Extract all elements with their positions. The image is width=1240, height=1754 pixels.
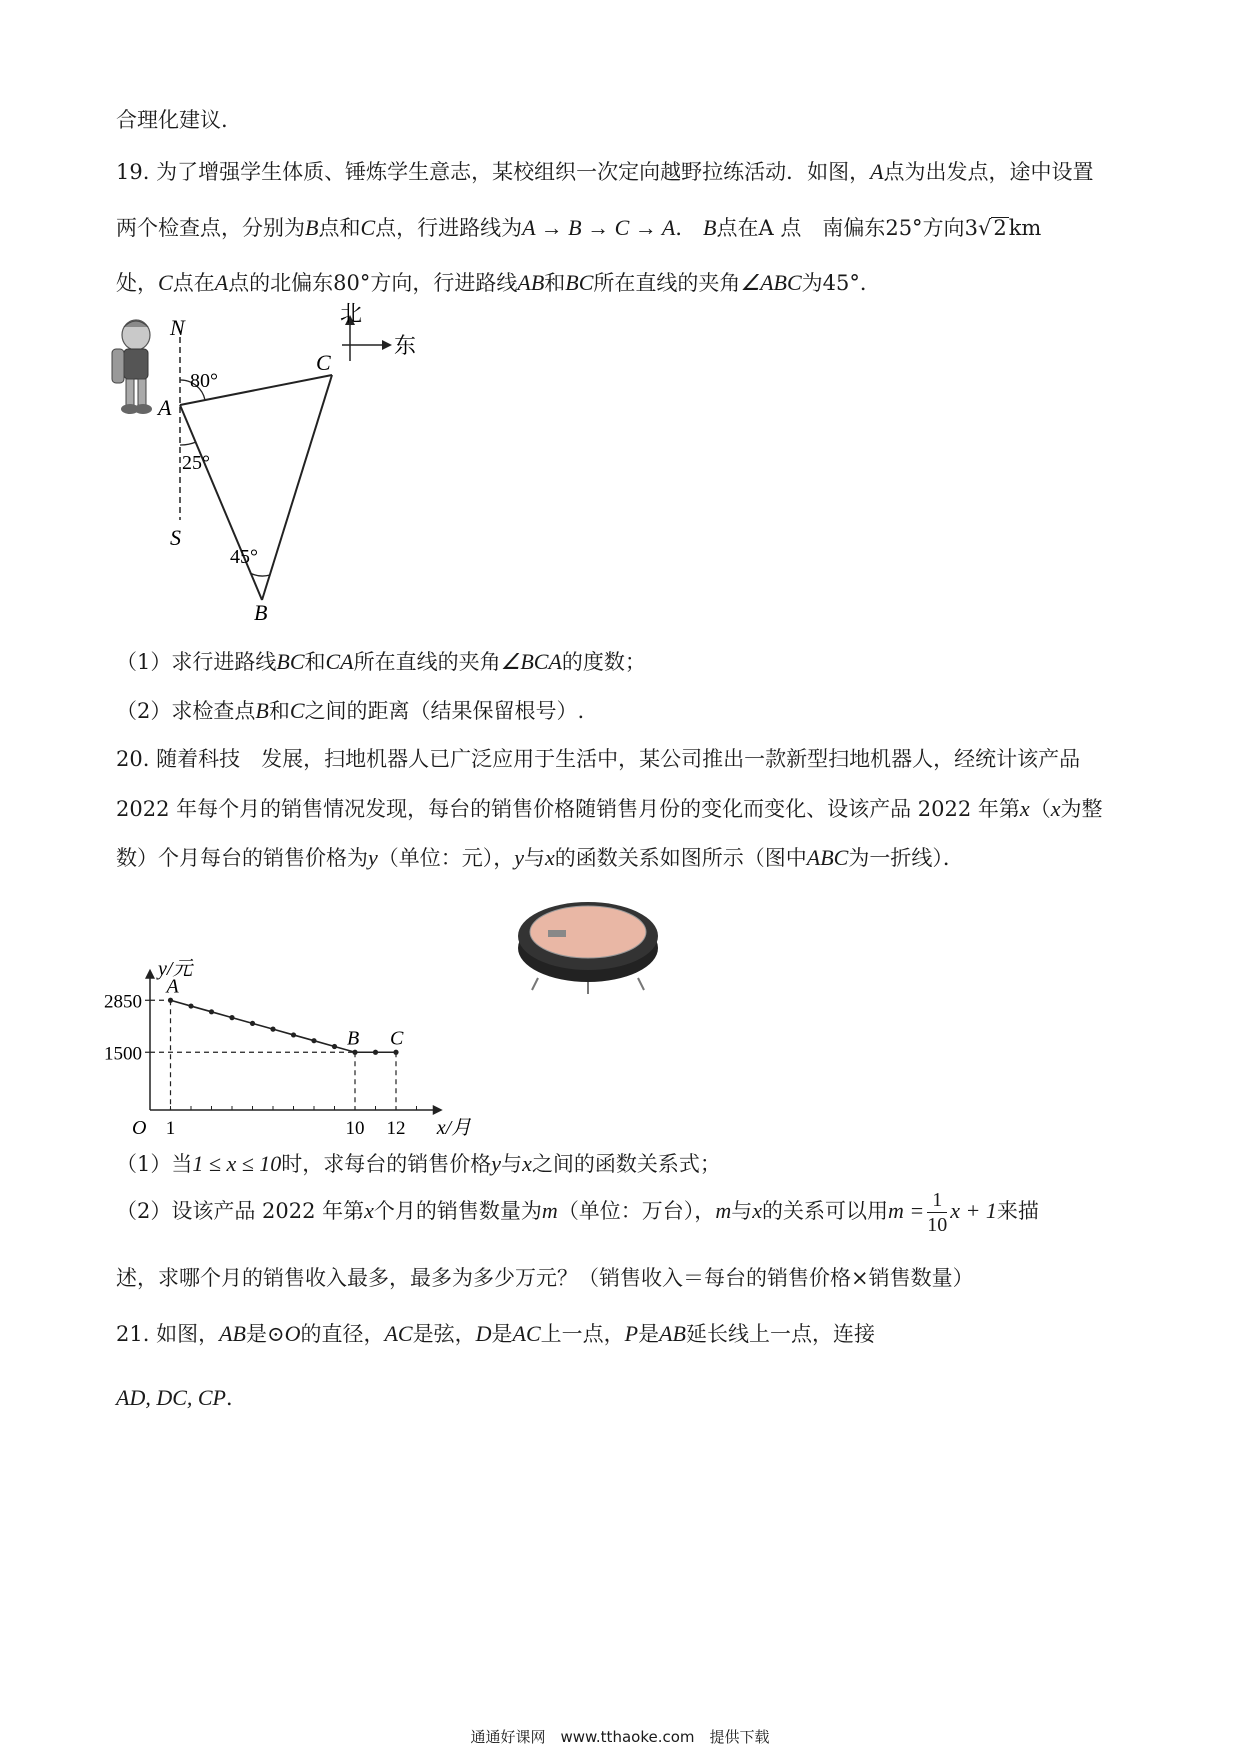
- fig-label-B: B: [254, 600, 268, 625]
- fraction: $\frac{1}{10}$: [927, 1189, 948, 1236]
- q20-chart: [104, 910, 520, 1139]
- q20-sub2: （2）设该产品 2022 年第x个月的销售数量为m（单位：万台），m与x的关系可以用m = $\frac{1}{10}$ x + 1来描: [116, 1189, 1039, 1236]
- point-label-A: A: [166, 975, 179, 998]
- q21-line1: 21. 如图，AB是⊙O的直径，AC是弦，D是AC上一点，P是AB延长线上一点，连接: [116, 1321, 875, 1346]
- data-point: [270, 1027, 275, 1032]
- q19-line1: 19. 为了增强学生体质、锤炼学生意志，某校组织一次定向越野拉练活动．如图，A点为出发点，途中设置: [116, 159, 1094, 184]
- q20-sub1: （1）当1 ≤ x ≤ 10时，求每台的销售价格y与x之间的函数关系式；: [116, 1151, 721, 1176]
- x-tick-label: 12: [386, 1118, 406, 1139]
- compass-north-label: 北: [340, 301, 363, 326]
- q19-sub2: （2）求检查点B和C之间的距离（结果保留根号）.: [116, 698, 585, 723]
- point-label-C: C: [390, 1027, 404, 1050]
- q20-sub3: 述，求哪个月的销售收入最多，最多为多少万元？（销售收入＝每台的销售价格×销售数量）: [116, 1266, 974, 1290]
- x-tick-label: 10: [345, 1118, 365, 1139]
- data-point: [168, 998, 173, 1003]
- fig-angle-80: 80°: [190, 370, 218, 392]
- fig-label-A: A: [158, 395, 172, 420]
- q20-line3: 数）个月每台的销售价格为y（单位：元），y与x的函数关系如图所示（图中ABC为一折线）．: [116, 845, 964, 870]
- q19-sub1: （1）求行进路线BC和CA所在直线的夹角∠BCA的度数；: [116, 649, 646, 674]
- fig-label-S: S: [170, 525, 181, 550]
- fig-label-N: N: [170, 315, 185, 340]
- robot-vacuum-illustration: [508, 886, 668, 996]
- data-point: [393, 1050, 398, 1055]
- fig-angle-45: 45°: [230, 546, 258, 568]
- q19-figure: [110, 301, 470, 625]
- fig-angle-25: 25°: [182, 452, 210, 474]
- data-point: [291, 1032, 296, 1037]
- point-label-B: B: [347, 1027, 360, 1050]
- y-tick-label: 2850: [104, 991, 142, 1013]
- hiker-illustration: [112, 320, 152, 414]
- fig-label-C: C: [316, 350, 331, 375]
- series-line: [171, 1000, 397, 1052]
- y-axis-label: y/元: [158, 957, 193, 980]
- data-point: [332, 1044, 337, 1049]
- x-axis-label: x/月: [436, 1117, 472, 1139]
- data-point: [352, 1050, 357, 1055]
- top-fragment: 合理化建议.: [116, 108, 228, 132]
- x-tick-label: 1: [165, 1118, 176, 1139]
- data-point: [250, 1021, 255, 1026]
- q20-line2: 2022 年每个月的销售情况发现，每台的销售价格随销售月份的变化而变化、设该产品 2022 年第x（x为整: [116, 796, 1103, 821]
- data-point: [209, 1009, 214, 1014]
- origin-label: O: [132, 1117, 147, 1139]
- data-point: [311, 1038, 316, 1043]
- q19-line2: 两个检查点，分别为B点和C点，行进路线为A → B → C → A． B点在A 点 南偏东25°方向3√2km: [116, 215, 1042, 240]
- data-point: [188, 1003, 193, 1008]
- data-point: [229, 1015, 234, 1020]
- y-tick-label: 1500: [104, 1043, 142, 1065]
- y-axis-arrow: [145, 969, 155, 979]
- q21-line2: AD, DC, CP．: [116, 1385, 247, 1410]
- footer: 通通好课网 www.tthaoke.com 提供下载: [470, 1728, 770, 1746]
- compass-east-label: 东: [394, 333, 417, 358]
- q19-line3: 处，C点在A点的北偏东80°方向，行进路线AB和BC所在直线的夹角∠ABC为45°．: [116, 270, 881, 295]
- q20-line1: 20. 随着科技 发展，扫地机器人已广泛应用于生活中，某公司推出一款新型扫地机器人，经统计该产品: [116, 747, 1081, 771]
- x-axis-arrow: [433, 1105, 443, 1115]
- data-point: [373, 1050, 378, 1055]
